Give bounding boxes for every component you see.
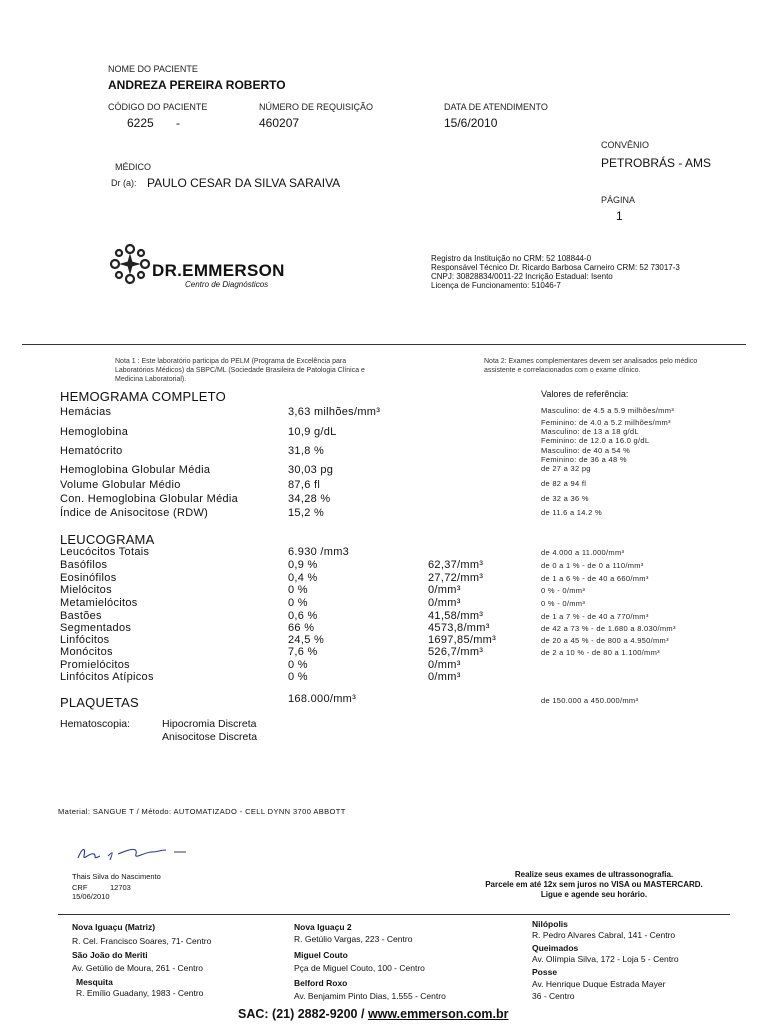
reference-value: Feminino: de 4.0 a 5.2 milhões/mm³ bbox=[541, 418, 671, 427]
signature-crf: 12703 bbox=[110, 883, 131, 892]
promo-line: Ligue e agende seu horário. bbox=[540, 890, 648, 899]
leuco-ref: 0 % - 0/mm³ bbox=[541, 586, 586, 595]
unit-address: R. Pedro Alvares Cabral, 141 - Centro bbox=[532, 930, 676, 940]
note-1: Nota 1 : Este laboratório participa do PELM (Programa de Excelência para Laboratórios Médicos) da SBPC/ML (Sociedade Brasileira de Patologia Clínica e Medicina Laboratorial). bbox=[115, 358, 365, 383]
unit-address: Pça de Miguel Couto, 100 - Centro bbox=[294, 963, 425, 973]
reference-value: Masculino: de 4.5 a 5.9 milhões/mm³ bbox=[541, 406, 675, 415]
website-link[interactable]: www.emmerson.com.br bbox=[367, 1007, 509, 1021]
leuco-pct: 0 % bbox=[288, 659, 308, 671]
patient-code: 6225 bbox=[127, 116, 154, 130]
leuco-name: Eosinófilos bbox=[60, 572, 117, 584]
reference-value: Feminino: de 12.0 a 16.0 g/dL bbox=[541, 436, 650, 445]
note-2: Nota 2: Exames complementares devem ser analisados pelo médico assistente e correlacionados com o exame clínico. bbox=[484, 358, 698, 374]
leuco-abs: 526,7/mm³ bbox=[428, 646, 484, 658]
reference-value: de 27 a 32 pg bbox=[541, 464, 591, 473]
promo-line: Realize seus exames de ultrassonografia. bbox=[514, 870, 674, 879]
promo-box bbox=[476, 870, 712, 900]
unit-name: Belford Roxo bbox=[294, 978, 348, 988]
page-label: PÁGINA bbox=[601, 195, 636, 205]
unit-address: R. Cel. Francisco Soares, 71- Centro bbox=[72, 936, 212, 946]
leuco-ref: de 0 a 1 % - de 0 a 110/mm³ bbox=[541, 561, 644, 570]
leuco-name: Linfócitos bbox=[60, 634, 110, 646]
leuco-abs: 41,58/mm³ bbox=[428, 610, 484, 622]
test-name: Con. Hemoglobina Globular Média bbox=[60, 493, 239, 505]
test-value: 3,63 milhões/mm³ bbox=[288, 406, 381, 418]
leuco-ref: de 1 a 7 % - de 40 a 770/mm³ bbox=[541, 612, 649, 621]
leuco-name: Linfócitos Atípicos bbox=[60, 671, 154, 683]
unit-name: Nova Iguaçu (Matriz) bbox=[72, 922, 156, 932]
leuco-name: Mielócitos bbox=[60, 584, 112, 596]
test-value: 34,28 % bbox=[288, 493, 331, 505]
leuco-name: Bastões bbox=[60, 610, 102, 622]
unit-address: R. Emílio Guadany, 1983 - Centro bbox=[76, 988, 204, 998]
leuco-pct: 66 % bbox=[288, 622, 315, 634]
plaquetas-value: 168.000/mm³ bbox=[288, 693, 357, 705]
request-number: 460207 bbox=[259, 116, 300, 130]
sac-phone: SAC: (21) 2882-9200 / bbox=[238, 1007, 368, 1021]
leuco-pct: 6.930 /mm3 bbox=[288, 546, 350, 558]
leucograma-title: LEUCOGRAMA bbox=[60, 532, 155, 547]
doctor-label: MÉDICO bbox=[115, 162, 151, 172]
leuco-abs: 4573,8/mm³ bbox=[428, 622, 490, 634]
signature-date: 15/06/2010 bbox=[72, 892, 110, 901]
plaquetas-title: PLAQUETAS bbox=[60, 695, 139, 710]
plaquetas-ref: de 150.000 a 450.000/mm³ bbox=[541, 696, 639, 705]
lab-logo-name: DR.EMMERSON bbox=[152, 261, 285, 280]
leuco-pct: 0 % bbox=[288, 584, 308, 596]
unit-name: Queimados bbox=[532, 943, 579, 953]
unit-name: Posse bbox=[532, 967, 558, 977]
leuco-abs: 27,72/mm³ bbox=[428, 572, 484, 584]
unit-name: Nova Iguaçu 2 bbox=[294, 922, 352, 932]
unit-address: Av. Henrique Duque Estrada Mayer bbox=[532, 979, 666, 989]
leuco-abs: 1697,85/mm³ bbox=[428, 634, 497, 646]
leuco-abs: 0/mm³ bbox=[428, 597, 461, 609]
request-number-label: NÚMERO DE REQUISIÇÃO bbox=[259, 102, 374, 112]
material-method: Material: SANGUE T / Método: AUTOMATIZADO - CELL DYNN 3700 ABBOTT bbox=[58, 807, 346, 816]
hematoscopia-line: Hipocromia Discreta bbox=[162, 718, 257, 730]
page-number: 1 bbox=[616, 209, 623, 223]
leuco-pct: 0 % bbox=[288, 597, 308, 609]
leuco-pct: 24,5 % bbox=[288, 634, 325, 646]
leuco-ref: 0 % - 0/mm³ bbox=[541, 599, 586, 608]
leuco-abs: 0/mm³ bbox=[428, 671, 461, 683]
promo-line: Parcele em até 12x sem juros no VISA ou MASTERCARD. bbox=[485, 880, 703, 889]
reference-value: Masculino: de 40 a 54 % bbox=[541, 446, 631, 455]
header-divider bbox=[22, 344, 746, 345]
leuco-ref: de 42 a 73 % - de 1.680 a 8.030/mm³ bbox=[541, 624, 676, 633]
reference-value: de 82 a 94 fl bbox=[541, 479, 587, 488]
leuco-abs: 0/mm³ bbox=[428, 584, 461, 596]
leuco-abs: 0/mm³ bbox=[428, 659, 461, 671]
unit-address: R. Getúlio Vargas, 223 - Centro bbox=[294, 934, 413, 944]
test-value: 31,8 % bbox=[288, 445, 325, 457]
leuco-pct: 0,9 % bbox=[288, 559, 318, 571]
leuco-ref: de 20 a 45 % - de 800 a 4.950/mm³ bbox=[541, 636, 669, 645]
patient-name: ANDREZA PEREIRA ROBERTO bbox=[108, 78, 286, 92]
reference-values-title: Valores de referência: bbox=[541, 389, 629, 399]
patient-name-label: NOME DO PACIENTE bbox=[108, 64, 198, 74]
unit-address: 36 - Centro bbox=[532, 991, 575, 1001]
leuco-name: Metamielócitos bbox=[60, 597, 138, 609]
leuco-pct: 7,6 % bbox=[288, 646, 318, 658]
unit-name: São João do Meriti bbox=[72, 950, 148, 960]
lab-info bbox=[431, 254, 680, 290]
signature-name: Thais Silva do Nascimento bbox=[72, 872, 161, 881]
hematoscopia-label: Hematoscopia: bbox=[60, 718, 131, 730]
leuco-pct: 0,4 % bbox=[288, 572, 318, 584]
test-name: Índice de Anisocitose (RDW) bbox=[60, 507, 209, 519]
reference-value: Feminino: de 36 a 48 % bbox=[541, 455, 627, 464]
test-name: Volume Globular Médio bbox=[60, 479, 181, 491]
patient-code-dash: - bbox=[176, 116, 180, 130]
leuco-name: Leucócitos Totais bbox=[60, 546, 150, 558]
visit-date: 15/6/2010 bbox=[444, 116, 498, 130]
test-name: Hemoglobina bbox=[60, 426, 129, 438]
signature-crf-label: CRF bbox=[72, 883, 88, 892]
signature-scribble bbox=[74, 842, 194, 866]
reference-value: de 32 a 36 % bbox=[541, 494, 589, 503]
leuco-pct: 0,6 % bbox=[288, 610, 318, 622]
lab-info-line: CNPJ: 30828834/0011-22 Incrição Estadual: Isento bbox=[431, 272, 613, 281]
leuco-name: Monócitos bbox=[60, 646, 113, 658]
test-name: Hemoglobina Globular Média bbox=[60, 464, 211, 476]
lab-info-line: Responsável Técnico Dr. Ricardo Barbosa Carneiro CRM: 52 73017-3 bbox=[431, 263, 680, 272]
reference-value: Masculino: de 13 a 18 g/dL bbox=[541, 427, 639, 436]
unit-name: Mesquita bbox=[76, 977, 113, 987]
patient-code-label: CÓDIGO DO PACIENTE bbox=[108, 102, 208, 112]
sac-line bbox=[238, 1007, 508, 1021]
unit-address: Av. Getúlio de Moura, 261 - Centro bbox=[72, 963, 204, 973]
leuco-abs: 62,37/mm³ bbox=[428, 559, 484, 571]
leuco-name: Basófilos bbox=[60, 559, 108, 571]
test-value: 15,2 % bbox=[288, 507, 325, 519]
test-name: Hemácias bbox=[60, 406, 112, 418]
hemograma-title: HEMOGRAMA COMPLETO bbox=[60, 389, 226, 404]
lab-info-line: Licença de Funcionamento: 51046-7 bbox=[431, 281, 561, 290]
unit-address: Av. Olímpia Silva, 172 - Loja 5 - Centro bbox=[532, 954, 679, 964]
test-value: 87,6 fl bbox=[288, 479, 321, 491]
leuco-ref: de 2 a 10 % - de 80 a 1.100/mm³ bbox=[541, 648, 660, 657]
unit-address: Av. Benjamim Pinto Dias, 1.555 - Centro bbox=[294, 991, 446, 1001]
test-name: Hematócrito bbox=[60, 445, 123, 457]
insurance: PETROBRÁS - AMS bbox=[601, 156, 712, 170]
test-value: 30,03 pg bbox=[288, 464, 334, 476]
visit-date-label: DATA DE ATENDIMENTO bbox=[444, 102, 548, 112]
lab-logo-subtitle: Centro de Diagnósticos bbox=[185, 280, 269, 289]
unit-name: Miguel Couto bbox=[294, 950, 348, 960]
lab-info-line: Registro da Instituição no CRM: 52 108844-0 bbox=[431, 254, 592, 263]
doctor-name: PAULO CESAR DA SILVA SARAIVA bbox=[147, 176, 341, 190]
doctor-prefix: Dr (a): bbox=[111, 178, 137, 188]
leuco-ref: de 1 a 6 % - de 40 a 660/mm³ bbox=[541, 574, 649, 583]
lab-logo-icon bbox=[106, 240, 154, 288]
leuco-ref: de 4.000 a 11.000/mm³ bbox=[541, 548, 625, 557]
reference-value: de 11.6 a 14.2 % bbox=[541, 508, 602, 517]
unit-name: Nilópolis bbox=[532, 919, 568, 929]
test-value: 10,9 g/dL bbox=[288, 426, 337, 438]
insurance-label: CONVÊNIO bbox=[601, 140, 650, 150]
footer-divider bbox=[58, 914, 730, 915]
leuco-pct: 0 % bbox=[288, 671, 308, 683]
hematoscopia-line: Anisocitose Discreta bbox=[162, 731, 258, 743]
leuco-name: Segmentados bbox=[60, 622, 132, 634]
leuco-name: Promielócitos bbox=[60, 659, 130, 671]
